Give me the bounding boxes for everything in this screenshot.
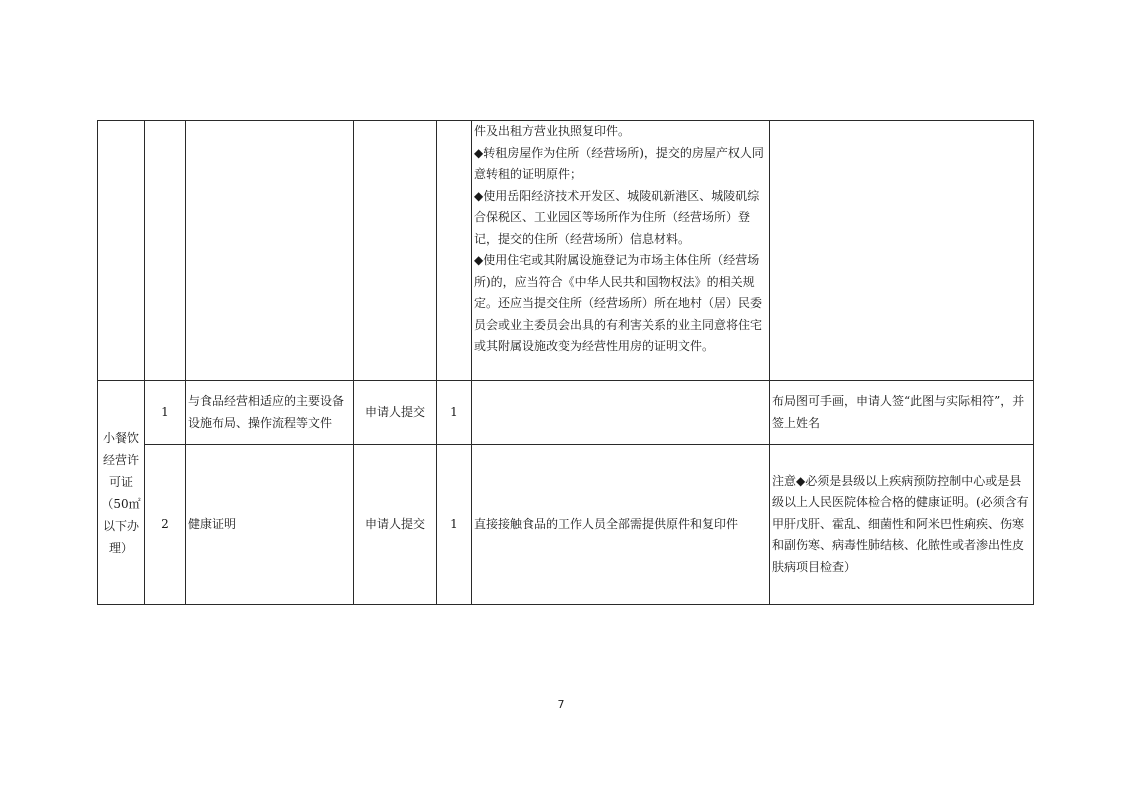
requirement-line: ◆转租房屋作为住所（经营场所)，提交的房屋产权人同意转租的证明原件； [474, 145, 764, 181]
table-row [98, 445, 1034, 605]
count-cell: 1 [437, 381, 472, 445]
page-number: 7 [557, 698, 565, 711]
note-cell: 注意◆必须是县级以上疾病预防控制中心或是县级以上人民医院体检合格的健康证明。(必须含有甲肝戊肝、霍乱、细菌性和阿米巴性痢疾、伤寒和副伤寒、病毒性肺结核、化脓性或者渗出性皮肤病项目检查） [770, 445, 1034, 605]
continued-row [98, 121, 1034, 381]
note-cell-empty [770, 121, 1034, 381]
requirement-cell [472, 121, 770, 381]
note-cell: 布局图可手画，申请人签“此图与实际相符”，并签上姓名 [770, 381, 1034, 445]
index-cell: 2 [145, 445, 186, 605]
requirement-line: 件及出租方营业执照复印件。 [474, 124, 631, 138]
table-row [98, 381, 1034, 445]
requirement-line: ◆使用岳阳经济技术开发区、城陵矶新港区、城陵矶综合保税区、工业园区等场所作为住所（经营场所）登记，提交的住所（经营场所）信息材料。 [474, 188, 760, 246]
category-cell-empty [98, 121, 145, 381]
requirement-cell [472, 381, 770, 445]
material-cell: 与食品经营相适应的主要设备设施布局、操作流程等文件 [186, 381, 354, 445]
count-cell: 1 [437, 445, 472, 605]
category-cell: 小餐饮 经营许 可证 （50㎡ 以下办 理） [98, 381, 145, 605]
material-cell-empty [186, 121, 354, 381]
requirement-line: ◆使用住宅或其附属设施登记为市场主体住所（经营场所)的，应当符合《中华人民共和国物权法》的相关规定。还应当提交住所（经营场所）所在地村（居）民委员会或业主委员会出具的有利害关系的业主同意将住宅或其附属设施改变为经营性用房的证明文件。 [474, 253, 763, 353]
source-cell: 申请人提交 [354, 445, 437, 605]
source-cell-empty [354, 121, 437, 381]
index-cell-empty [145, 121, 186, 381]
index-cell: 1 [145, 381, 186, 445]
count-cell-empty [437, 121, 472, 381]
source-cell: 申请人提交 [354, 381, 437, 445]
requirement-cell: 直接接触食品的工作人员全部需提供原件和复印件 [472, 445, 770, 605]
material-cell: 健康证明 [186, 445, 354, 605]
requirements-table [97, 120, 1034, 605]
